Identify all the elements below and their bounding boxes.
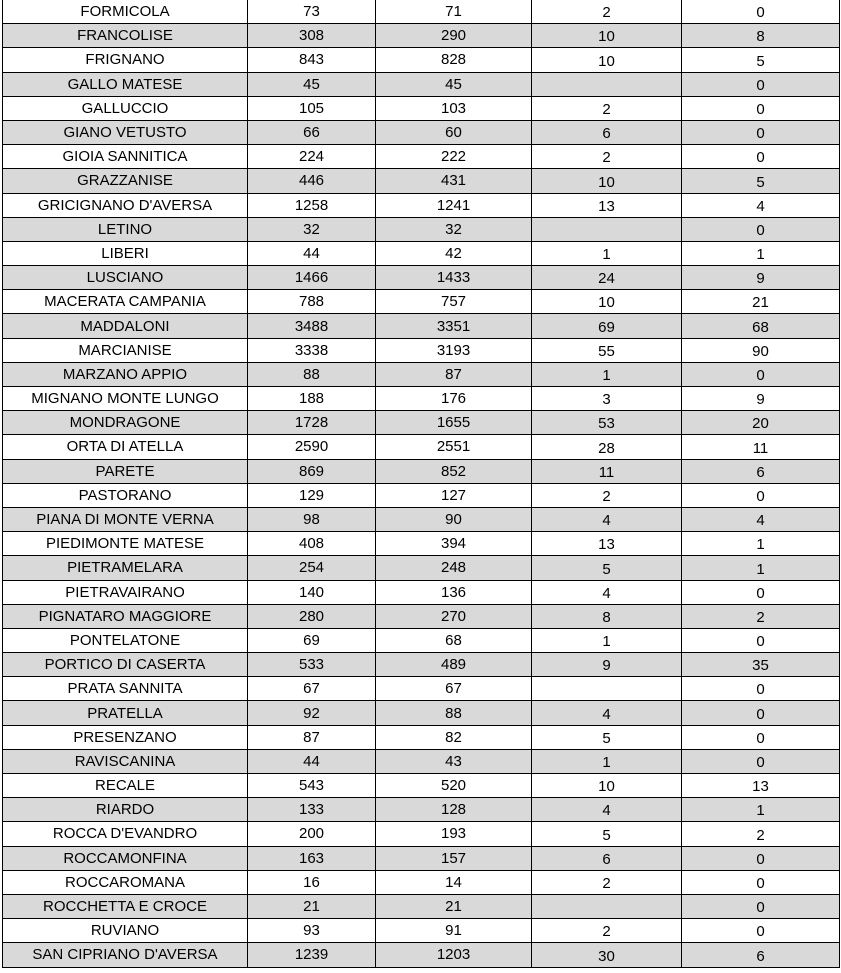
table-row (3, 290, 840, 314)
municipality-name-cell: MIGNANO MONTE LUNGO (3, 387, 248, 411)
municipality-name-cell: PIETRAVAIRANO (3, 580, 248, 604)
value-col1-cell: 533 (248, 653, 376, 677)
value-col1-cell: 73 (248, 0, 376, 24)
table-row (3, 0, 840, 24)
value-col4-cell: 1 (682, 798, 840, 822)
value-col3-cell: 6 (532, 846, 682, 870)
value-col2-cell: 852 (376, 459, 532, 483)
value-col3-cell: 11 (532, 459, 682, 483)
value-col2-cell: 1433 (376, 266, 532, 290)
value-col2-cell: 176 (376, 387, 532, 411)
value-col4-cell: 0 (682, 580, 840, 604)
table-row (3, 725, 840, 749)
value-col2-cell: 67 (376, 677, 532, 701)
value-col1-cell: 45 (248, 72, 376, 96)
value-col1-cell: 543 (248, 774, 376, 798)
value-col2-cell: 1203 (376, 943, 532, 967)
municipality-name-cell: MONDRAGONE (3, 411, 248, 435)
value-col1-cell: 87 (248, 725, 376, 749)
value-col2-cell: 222 (376, 145, 532, 169)
value-col2-cell: 91 (376, 919, 532, 943)
value-col4-cell: 0 (682, 362, 840, 386)
table-row (3, 193, 840, 217)
table-row (3, 774, 840, 798)
value-col3-cell: 1 (532, 628, 682, 652)
municipality-name-cell: ROCCAMONFINA (3, 846, 248, 870)
table-row (3, 822, 840, 846)
value-col4-cell: 0 (682, 72, 840, 96)
value-col1-cell: 1258 (248, 193, 376, 217)
value-col1-cell: 1466 (248, 266, 376, 290)
municipality-name-cell: FORMICOLA (3, 0, 248, 24)
value-col3-cell: 4 (532, 701, 682, 725)
municipality-name-cell: ROCCA D'EVANDRO (3, 822, 248, 846)
table-row (3, 217, 840, 241)
municipality-name-cell: GRICIGNANO D'AVERSA (3, 193, 248, 217)
value-col4-cell: 5 (682, 169, 840, 193)
value-col1-cell: 44 (248, 241, 376, 265)
value-col2-cell: 3193 (376, 338, 532, 362)
value-col2-cell: 489 (376, 653, 532, 677)
value-col4-cell: 0 (682, 894, 840, 918)
value-col3-cell: 5 (532, 556, 682, 580)
value-col4-cell: 6 (682, 459, 840, 483)
value-col4-cell: 8 (682, 24, 840, 48)
municipality-name-cell: PIGNATARO MAGGIORE (3, 604, 248, 628)
table-body (3, 0, 840, 967)
value-col1-cell: 2590 (248, 435, 376, 459)
table-row (3, 483, 840, 507)
value-col2-cell: 42 (376, 241, 532, 265)
value-col4-cell: 1 (682, 241, 840, 265)
value-col3-cell: 4 (532, 507, 682, 531)
table-row (3, 338, 840, 362)
value-col4-cell: 2 (682, 822, 840, 846)
value-col4-cell: 0 (682, 628, 840, 652)
value-col4-cell: 2 (682, 604, 840, 628)
value-col1-cell: 1239 (248, 943, 376, 967)
value-col3-cell: 5 (532, 725, 682, 749)
municipality-name-cell: FRANCOLISE (3, 24, 248, 48)
value-col3-cell: 8 (532, 604, 682, 628)
value-col2-cell: 88 (376, 701, 532, 725)
value-col4-cell: 21 (682, 290, 840, 314)
value-col3-cell: 10 (532, 290, 682, 314)
table-row (3, 677, 840, 701)
value-col1-cell: 254 (248, 556, 376, 580)
value-col3-cell: 4 (532, 580, 682, 604)
municipality-name-cell: MADDALONI (3, 314, 248, 338)
value-col3-cell: 2 (532, 483, 682, 507)
value-col2-cell: 290 (376, 24, 532, 48)
municipality-name-cell: PIETRAMELARA (3, 556, 248, 580)
table-row (3, 387, 840, 411)
value-col4-cell: 5 (682, 48, 840, 72)
value-col2-cell: 68 (376, 628, 532, 652)
value-col3-cell (532, 894, 682, 918)
value-col3-cell: 28 (532, 435, 682, 459)
table-row (3, 145, 840, 169)
value-col1-cell: 3338 (248, 338, 376, 362)
value-col1-cell: 869 (248, 459, 376, 483)
value-col4-cell: 0 (682, 919, 840, 943)
value-col3-cell (532, 217, 682, 241)
value-col3-cell: 13 (532, 193, 682, 217)
value-col2-cell: 3351 (376, 314, 532, 338)
value-col1-cell: 129 (248, 483, 376, 507)
value-col3-cell: 2 (532, 919, 682, 943)
municipality-name-cell: GALLUCCIO (3, 96, 248, 120)
value-col2-cell: 136 (376, 580, 532, 604)
value-col3-cell: 13 (532, 532, 682, 556)
table-row (3, 749, 840, 773)
table-row (3, 169, 840, 193)
value-col3-cell: 2 (532, 96, 682, 120)
value-col2-cell: 87 (376, 362, 532, 386)
value-col3-cell: 6 (532, 120, 682, 144)
value-col2-cell: 248 (376, 556, 532, 580)
value-col1-cell: 188 (248, 387, 376, 411)
table-row (3, 701, 840, 725)
municipality-name-cell: MARCIANISE (3, 338, 248, 362)
value-col4-cell: 0 (682, 217, 840, 241)
table-row (3, 48, 840, 72)
table-row (3, 507, 840, 531)
table-row (3, 435, 840, 459)
table-row (3, 362, 840, 386)
value-col3-cell: 1 (532, 362, 682, 386)
municipality-name-cell: RUVIANO (3, 919, 248, 943)
table-row (3, 72, 840, 96)
value-col4-cell: 0 (682, 749, 840, 773)
municipality-name-cell: PRATELLA (3, 701, 248, 725)
municipality-name-cell: RIARDO (3, 798, 248, 822)
table-row (3, 459, 840, 483)
value-col3-cell (532, 72, 682, 96)
value-col1-cell: 843 (248, 48, 376, 72)
municipality-name-cell: RECALE (3, 774, 248, 798)
value-col2-cell: 1655 (376, 411, 532, 435)
municipality-name-cell: MACERATA CAMPANIA (3, 290, 248, 314)
value-col2-cell: 32 (376, 217, 532, 241)
table-row (3, 628, 840, 652)
value-col1-cell: 224 (248, 145, 376, 169)
table-row (3, 411, 840, 435)
value-col3-cell: 2 (532, 870, 682, 894)
table-row (3, 556, 840, 580)
value-col4-cell: 0 (682, 145, 840, 169)
value-col4-cell: 0 (682, 483, 840, 507)
value-col3-cell: 5 (532, 822, 682, 846)
value-col3-cell: 9 (532, 653, 682, 677)
value-col1-cell: 44 (248, 749, 376, 773)
municipality-name-cell: ORTA DI ATELLA (3, 435, 248, 459)
table-row (3, 798, 840, 822)
value-col2-cell: 127 (376, 483, 532, 507)
municipality-name-cell: LIBERI (3, 241, 248, 265)
municipality-name-cell: PIANA DI MONTE VERNA (3, 507, 248, 531)
value-col3-cell: 10 (532, 169, 682, 193)
value-col2-cell: 71 (376, 0, 532, 24)
value-col2-cell: 193 (376, 822, 532, 846)
municipality-name-cell: RAVISCANINA (3, 749, 248, 773)
value-col1-cell: 105 (248, 96, 376, 120)
value-col4-cell: 4 (682, 507, 840, 531)
value-col4-cell: 11 (682, 435, 840, 459)
value-col3-cell: 10 (532, 774, 682, 798)
value-col2-cell: 828 (376, 48, 532, 72)
value-col2-cell: 431 (376, 169, 532, 193)
value-col1-cell: 163 (248, 846, 376, 870)
value-col4-cell: 1 (682, 556, 840, 580)
value-col2-cell: 60 (376, 120, 532, 144)
value-col2-cell: 128 (376, 798, 532, 822)
value-col4-cell: 6 (682, 943, 840, 967)
value-col1-cell: 67 (248, 677, 376, 701)
value-col1-cell: 788 (248, 290, 376, 314)
table-row (3, 96, 840, 120)
value-col4-cell: 0 (682, 677, 840, 701)
value-col4-cell: 0 (682, 846, 840, 870)
value-col3-cell: 2 (532, 145, 682, 169)
value-col4-cell: 4 (682, 193, 840, 217)
value-col3-cell: 4 (532, 798, 682, 822)
table-row (3, 894, 840, 918)
municipality-name-cell: GRAZZANISE (3, 169, 248, 193)
municipality-name-cell: FRIGNANO (3, 48, 248, 72)
table-row (3, 314, 840, 338)
value-col4-cell: 35 (682, 653, 840, 677)
value-col4-cell: 0 (682, 96, 840, 120)
value-col3-cell: 10 (532, 48, 682, 72)
value-col2-cell: 90 (376, 507, 532, 531)
value-col1-cell: 88 (248, 362, 376, 386)
value-col4-cell: 0 (682, 870, 840, 894)
value-col1-cell: 3488 (248, 314, 376, 338)
table-row (3, 266, 840, 290)
value-col1-cell: 1728 (248, 411, 376, 435)
table-row (3, 24, 840, 48)
value-col1-cell: 140 (248, 580, 376, 604)
value-col4-cell: 1 (682, 532, 840, 556)
value-col2-cell: 270 (376, 604, 532, 628)
value-col1-cell: 32 (248, 217, 376, 241)
value-col1-cell: 446 (248, 169, 376, 193)
value-col3-cell: 24 (532, 266, 682, 290)
municipality-name-cell: PORTICO DI CASERTA (3, 653, 248, 677)
value-col1-cell: 93 (248, 919, 376, 943)
value-col3-cell: 3 (532, 387, 682, 411)
value-col3-cell: 10 (532, 24, 682, 48)
municipality-name-cell: PRATA SANNITA (3, 677, 248, 701)
municipality-name-cell: PASTORANO (3, 483, 248, 507)
municipality-name-cell: LETINO (3, 217, 248, 241)
value-col3-cell: 53 (532, 411, 682, 435)
value-col4-cell: 9 (682, 266, 840, 290)
table-row (3, 604, 840, 628)
table-row (3, 846, 840, 870)
value-col4-cell: 68 (682, 314, 840, 338)
value-col4-cell: 90 (682, 338, 840, 362)
value-col4-cell: 0 (682, 701, 840, 725)
value-col3-cell: 1 (532, 749, 682, 773)
table-row (3, 580, 840, 604)
municipality-name-cell: GALLO MATESE (3, 72, 248, 96)
municipality-name-cell: PRESENZANO (3, 725, 248, 749)
municipality-name-cell: PIEDIMONTE MATESE (3, 532, 248, 556)
table-row (3, 870, 840, 894)
municipality-name-cell: MARZANO APPIO (3, 362, 248, 386)
table-row (3, 653, 840, 677)
value-col3-cell: 1 (532, 241, 682, 265)
value-col2-cell: 45 (376, 72, 532, 96)
table-row (3, 943, 840, 967)
value-col1-cell: 308 (248, 24, 376, 48)
municipality-name-cell: LUSCIANO (3, 266, 248, 290)
value-col3-cell (532, 677, 682, 701)
value-col4-cell: 0 (682, 725, 840, 749)
municipality-name-cell: GIOIA SANNITICA (3, 145, 248, 169)
value-col3-cell: 2 (532, 0, 682, 24)
value-col2-cell: 21 (376, 894, 532, 918)
value-col2-cell: 82 (376, 725, 532, 749)
value-col1-cell: 21 (248, 894, 376, 918)
value-col2-cell: 14 (376, 870, 532, 894)
value-col2-cell: 2551 (376, 435, 532, 459)
value-col4-cell: 0 (682, 0, 840, 24)
value-col2-cell: 103 (376, 96, 532, 120)
value-col2-cell: 757 (376, 290, 532, 314)
value-col4-cell: 9 (682, 387, 840, 411)
value-col1-cell: 408 (248, 532, 376, 556)
table-row (3, 241, 840, 265)
value-col3-cell: 30 (532, 943, 682, 967)
table-row (3, 120, 840, 144)
municipality-name-cell: ROCCHETTA E CROCE (3, 894, 248, 918)
value-col2-cell: 394 (376, 532, 532, 556)
value-col1-cell: 69 (248, 628, 376, 652)
table-row (3, 532, 840, 556)
municipality-name-cell: PONTELATONE (3, 628, 248, 652)
value-col2-cell: 157 (376, 846, 532, 870)
value-col1-cell: 200 (248, 822, 376, 846)
table-row (3, 919, 840, 943)
municipality-name-cell: PARETE (3, 459, 248, 483)
value-col1-cell: 280 (248, 604, 376, 628)
value-col2-cell: 1241 (376, 193, 532, 217)
value-col2-cell: 520 (376, 774, 532, 798)
municipality-name-cell: ROCCAROMANA (3, 870, 248, 894)
municipality-data-table (2, 0, 840, 968)
value-col2-cell: 43 (376, 749, 532, 773)
municipality-name-cell: SAN CIPRIANO D'AVERSA (3, 943, 248, 967)
value-col3-cell: 69 (532, 314, 682, 338)
value-col1-cell: 92 (248, 701, 376, 725)
value-col1-cell: 16 (248, 870, 376, 894)
value-col1-cell: 98 (248, 507, 376, 531)
value-col1-cell: 66 (248, 120, 376, 144)
value-col4-cell: 20 (682, 411, 840, 435)
value-col3-cell: 55 (532, 338, 682, 362)
value-col1-cell: 133 (248, 798, 376, 822)
value-col4-cell: 0 (682, 120, 840, 144)
value-col4-cell: 13 (682, 774, 840, 798)
municipality-name-cell: GIANO VETUSTO (3, 120, 248, 144)
